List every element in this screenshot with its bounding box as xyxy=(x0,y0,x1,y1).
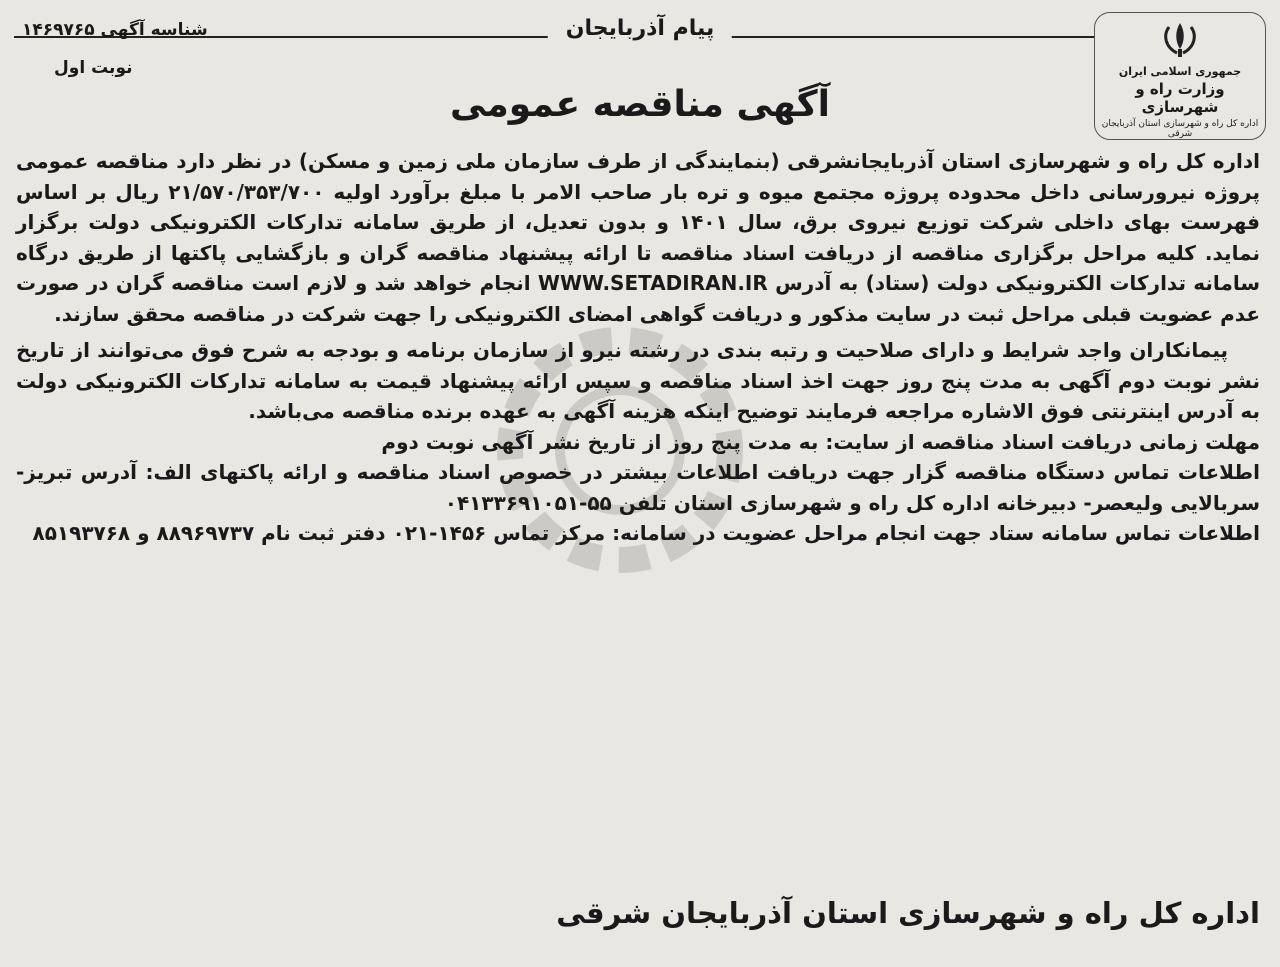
newspaper-name: پیام آذربایجان xyxy=(548,16,732,41)
ad-title: آگهی مناقصه عمومی xyxy=(450,84,830,125)
logo-line-ministry: وزارت راه و شهرسازی xyxy=(1135,80,1225,116)
logo-line-department: اداره کل راه و شهرسازی استان آذربایجان شرقی xyxy=(1101,119,1259,139)
body-contact-info: اطلاعات تماس دستگاه مناقصه گزار جهت دریافت اطلاعات بیشتر در خصوص اسناد مناقصه و ارائه پاکتهای الف: آدرس تبریز-سربالایی ولیعصر- دبیرخانه اداره کل راه و شهرسازی استان تلفن ۵۵-۰۴۱۳۳۶۹۱۰۵۱ xyxy=(16,460,1260,515)
ministry-logo xyxy=(1094,12,1266,140)
ad-body xyxy=(16,146,1260,549)
iran-emblem-icon xyxy=(1157,19,1203,59)
ad-id: شناسه آگهی ۱۴۶۹۷۶۵ xyxy=(22,20,208,40)
logo-line-country: جمهوری اسلامی ایران xyxy=(1118,65,1242,78)
footer-organization: اداره کل راه و شهرسازی استان آذربایجان شرقی xyxy=(556,896,1260,930)
body-paragraph-2: پیمانکاران واجد شرایط و دارای صلاحیت و رتبه بندی در رشته نیرو از سازمان برنامه و بودجه به شرح فوق می‌توانند از تاریخ نشر نوبت دوم آگهی به مدت پنج روز جهت اخذ اسناد مناقصه و سپس ارائه پیشنهاد قیمت به سامانه تدارکات الکترونیکی دولت به آدرس اینترنتی فوق الاشاره مراجعه فرمایند توضیح اینکه هزینه آگهی به عهده برنده مناقصه می‌باشد. xyxy=(16,338,1260,423)
publication-round: نوبت اول xyxy=(54,58,133,78)
body-deadline: مهلت زمانی دریافت اسناد مناقصه از سایت: به مدت پنج روز از تاریخ نشر آگهی نوبت دوم xyxy=(381,429,1260,454)
body-setad-contact: اطلاعات تماس سامانه ستاد جهت انجام مراحل عضویت در سامانه: مرکز تماس ۱۴۵۶-۰۲۱ دفتر ثبت نام ۸۸۹۶۹۷۳۷ و ۸۵۱۹۳۷۶۸ xyxy=(32,521,1260,545)
body-paragraph-1: اداره کل راه و شهرسازی استان آذربایجانشرقی (بنمایندگی از طرف سازمان ملی زمین و مسکن) در نظر دارد مناقصه عمومی پروژه نیرورسانی داخل محدوده پروژه مجتمع میوه و تره بار صاحب الامر با مبلغ برآورد اولیه ۲۱/۵۷۰/۳۵۳/۷۰۰ ریال بر اساس فهرست بهای داخلی شرکت توزیع نیروی برق، سال ۱۴۰۱ و بدون تعدیل، از طریق سامانه تدارکات الکترونیکی دولت برگزار نماید. کلیه مراحل برگزاری مناقصه از دریافت اسناد مناقصه تا ارائه پیشنهاد مناقصه گران و بازگشایی پاکتها از طریق درگاه سامانه تدارکات الکترونیکی دولت (ستاد) به آدرس WWW.SETADIRAN.IR انجام خواهد شد و لازم است مناقصه گران در صورت عدم عضویت قبلی مراحل ثبت در سایت مذکور و دریافت گواهی امضای الکترونیکی را جهت شرکت در مناقصه محقق سازند. xyxy=(16,149,1261,326)
